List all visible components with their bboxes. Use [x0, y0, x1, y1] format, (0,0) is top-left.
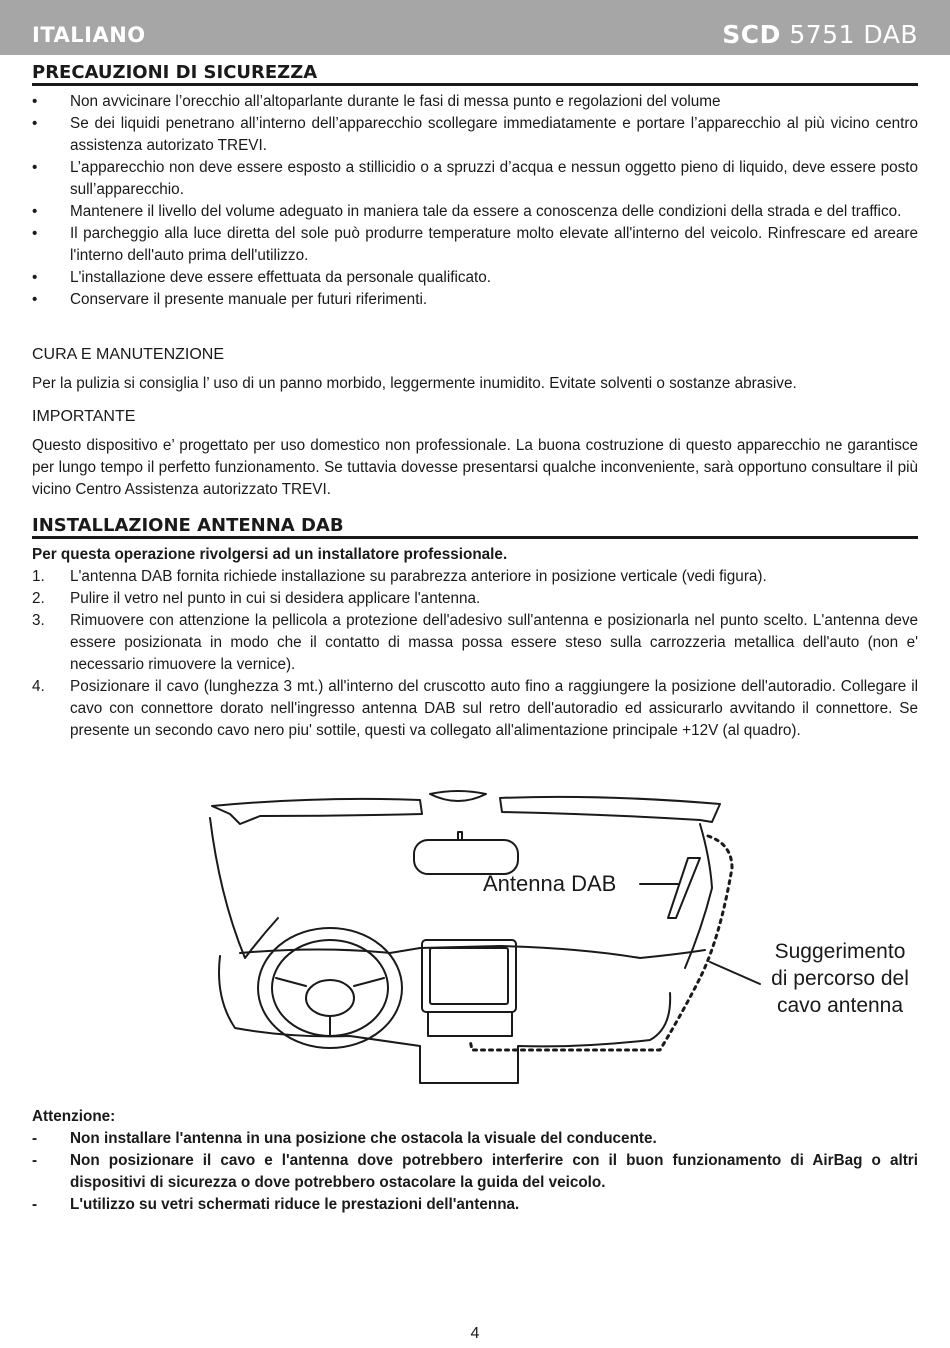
warning-item: [32, 1128, 918, 1150]
warning-item-text: Non posizionare il cavo e l'antenna dove potrebbero interferire con il buon funzionamento di AirBag o altri dispositivi di sicurezza o dove potrebbero ostacolare la guida del veicolo.: [70, 1152, 918, 1191]
page-header: [0, 0, 950, 55]
safety-item: [32, 157, 918, 201]
safety-item: [32, 267, 918, 289]
warning-item-text: L'utilizzo su vetri schermati riduce le prestazioni dell'antenna.: [70, 1196, 520, 1213]
care-text: Per la pulizia si consiglia l’ uso di un panno morbido, leggermente inumidito. Evitate solventi o sostanze abrasive.: [32, 375, 797, 392]
safety-item-text: Mantenere il livello del volume adeguato in maniera tale da essere a conoscenza delle condizioni della strada e del traffico.: [70, 203, 902, 220]
center-light: [430, 791, 486, 801]
warning-item-marker: -: [32, 1152, 38, 1169]
model-brand: SCD: [722, 20, 781, 49]
safety-item-text: Se dei liquidi penetrano all’interno dell’apparecchio scollegare immediatamente e portare l’apparecchio al più vicino centro assistenza autorizato TREVI.: [70, 115, 918, 154]
cable-route: [470, 836, 732, 1050]
car-radio: [422, 940, 516, 1036]
care-heading: CURA E MANUTENZIONE: [32, 346, 225, 363]
antenna-dab-label: Antenna DAB: [483, 871, 617, 896]
safety-item-text: L’apparecchio non deve essere esposto a stillicidio o a spruzzi d’acqua e nessun oggetto pieno di liquido, deve essere posto sull’apparecchio.: [70, 159, 918, 198]
warning-item-marker: -: [32, 1130, 38, 1147]
antenna-step: [32, 566, 918, 588]
antenna-step-marker: 2.: [32, 590, 45, 607]
right-visor: [500, 797, 720, 822]
antenna-step-text: Rimuovere con attenzione la pellicola a protezione dell'adesivo sull'antenna e posizionarla nel punto scelto. L'antenna deve essere posizionata in modo che il contatto di massa possa essere steso sulla carrozzeria metallica dell'auto (non e' necessario rimuovere la vernice).: [70, 612, 918, 673]
rearview-mirror: [458, 832, 462, 840]
safety-item-text: Il parcheggio alla luce diretta del sole può produrre temperature molto elevate all'interno del veicolo. Rinfrescare ed areare l'interno dell'auto prima dell'utilizzo.: [70, 225, 918, 264]
steering-wheel: [258, 928, 402, 1048]
antenna-step-text: L'antenna DAB fornita richiede installazione su parabrezza anteriore in posizione verticale (vedi figura).: [70, 568, 767, 585]
safety-item-marker: •: [32, 159, 38, 176]
safety-item-text: Conservare il presente manuale per futuri riferimenti.: [70, 291, 428, 308]
warning-item-marker: -: [32, 1196, 38, 1213]
safety-item-marker: •: [32, 115, 38, 132]
antenna-title: INSTALLAZIONE ANTENNA DAB: [32, 515, 918, 539]
safety-item: [32, 289, 918, 311]
safety-item: [32, 201, 918, 223]
antenna-step-marker: 4.: [32, 678, 45, 695]
cable-route-label: [760, 938, 920, 1019]
safety-item-text: Non avvicinare l’orecchio all’altoparlante durante le fasi di messa punto e regolazioni del volume: [70, 93, 721, 110]
antenna-mark: [668, 858, 700, 918]
antenna-section: [32, 544, 918, 742]
windshield-diagram: [200, 778, 920, 1093]
safety-item: [32, 113, 918, 157]
antenna-step-text: Pulire il vetro nel punto in cui si desidera applicare l'antenna.: [70, 590, 481, 607]
safety-item: [32, 223, 918, 267]
safety-item-marker: •: [32, 269, 38, 286]
warning-item-text: Non installare l'antenna in una posizione che ostacola la visuale del conducente.: [70, 1130, 657, 1147]
antenna-step: [32, 610, 918, 676]
route-label-line-1: Suggerimento: [774, 940, 906, 963]
warning-section: [32, 1106, 918, 1216]
warning-item: [32, 1150, 918, 1194]
antenna-step: [32, 588, 918, 610]
important-section: [32, 406, 918, 501]
antenna-step: [32, 676, 918, 742]
route-label-line-3: cavo antenna: [776, 994, 904, 1017]
important-text: Questo dispositivo e’ progettato per uso domestico non professionale. La buona costruzione di questo apparecchio ne garantisce per lungo tempo il perfetto funzionamento. Se tuttavia dovesse presentarsi qualche inconveniente, sarà opportuno consultare il più vicino Centro Assistenza autorizzato TREVI.: [32, 437, 918, 498]
left-visor: [212, 799, 422, 824]
antenna-step-marker: 3.: [32, 612, 45, 629]
language-label: ITALIANO: [32, 23, 146, 47]
model-number: 5751 DAB: [789, 20, 918, 49]
antenna-step-text: Posizionare il cavo (lunghezza 3 mt.) all'interno del cruscotto auto fino a raggiungere la posizione dell'autoradio. Collegare il cavo con connettore dorato nell'ingresso antenna DAB sul retro dell'autoradio ed assicurarlo avvitando il connettore. Se presente un secondo cavo nero piu' sottile, questi va collegato all'alimentazione principale +12V (al quadro).: [70, 678, 918, 739]
important-heading: IMPORTANTE: [32, 408, 136, 425]
safety-item-marker: •: [32, 291, 38, 308]
safety-item-text: L'installazione deve essere effettuata da personale qualificato.: [70, 269, 492, 286]
model-name: [722, 20, 918, 49]
safety-item-marker: •: [32, 225, 38, 242]
safety-item-marker: •: [32, 203, 38, 220]
warning-item: [32, 1194, 918, 1216]
safety-title: PRECAUZIONI DI SICUREZZA: [32, 62, 918, 86]
antenna-step-marker: 1.: [32, 568, 45, 585]
safety-item: [32, 91, 918, 113]
antenna-intro: Per questa operazione rivolgersi ad un installatore professionale.: [32, 546, 508, 563]
care-section: [32, 344, 918, 395]
page-number: 4: [470, 1325, 480, 1342]
windshield-frame: [210, 818, 278, 958]
safety-item-marker: •: [32, 93, 38, 110]
warning-heading: Attenzione:: [32, 1108, 116, 1125]
safety-list: [32, 91, 918, 311]
route-label-line-2: di percorso del: [771, 967, 909, 990]
